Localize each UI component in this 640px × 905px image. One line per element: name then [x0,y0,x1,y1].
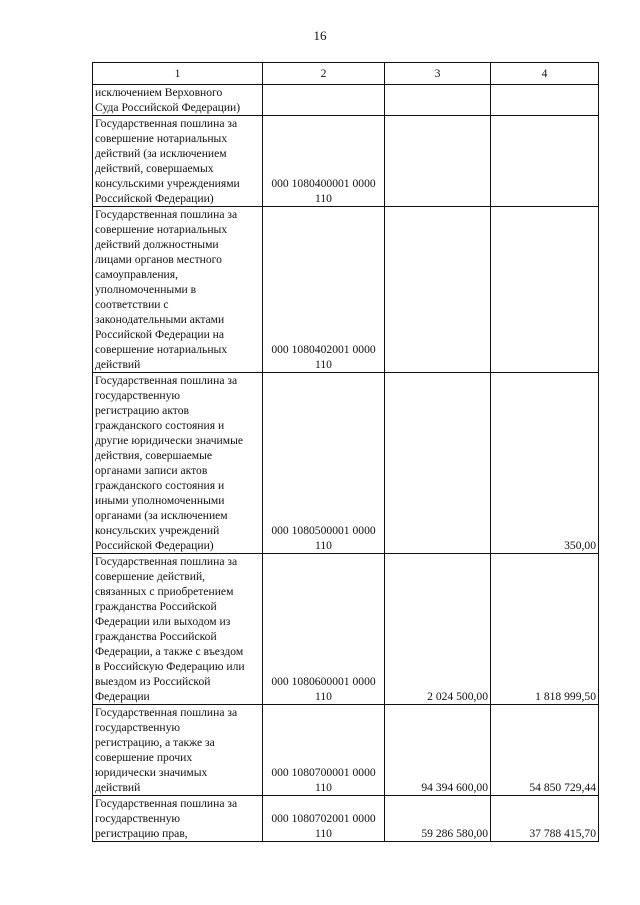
table-row [93,116,599,207]
row-code: 000 1080700001 0000 110 [263,705,385,796]
table-row [93,554,599,705]
row-value-4 [491,207,599,373]
row-value-4: 1 818 999,50 [491,554,599,705]
row-value-4: 54 850 729,44 [491,705,599,796]
row-name: Государственная пошлина за совершение действий, связанных с приобретением гражданства Российской Федерации или выходом из гражданства Российской Федерации, а также с въездом в Российскую Федерацию или выездом из Российской Федерации [93,554,263,705]
table-row [93,207,599,373]
row-value-4: 37 788 415,70 [491,796,599,842]
row-name: Государственная пошлина за государственную регистрацию, а также за совершение прочих юридически значимых действий [93,705,263,796]
table-row [93,705,599,796]
row-value-4: 350,00 [491,373,599,554]
column-header-2: 2 [263,63,385,85]
row-value-3: 59 286 580,00 [385,796,491,842]
row-code: 000 1080402001 0000 110 [263,207,385,373]
table-row [93,373,599,554]
row-value-4 [491,116,599,207]
table-row [93,796,599,842]
column-header-4: 4 [491,63,599,85]
row-value-3 [385,85,491,116]
row-name: исключением Верховного Суда Российской Федерации) [93,85,263,116]
row-name: Государственная пошлина за совершение нотариальных действий (за исключением действий, совершаемых консульскими учреждениями Российской Федерации) [93,116,263,207]
row-code [263,85,385,116]
row-name: Государственная пошлина за совершение нотариальных действий должностными лицами органов местного самоуправления, уполномоченными в соответствии с законодательными актами Российской Федерации на совершение нотариальных действий [93,207,263,373]
row-value-3: 94 394 600,00 [385,705,491,796]
column-header-1: 1 [93,63,263,85]
page-number: 16 [313,28,327,43]
row-name: Государственная пошлина за государственную регистрацию актов гражданского состояния и другие юридически значимые действия, совершаемые органами записи актов гражданского состояния и иными уполномоченными органами (за исключением консульских учреждений Российской Федерации) [93,373,263,554]
row-code: 000 1080600001 0000 110 [263,554,385,705]
table-row [93,85,599,116]
row-code: 000 1080400001 0000 110 [263,116,385,207]
table-header-row [93,63,599,85]
row-code: 000 1080702001 0000 110 [263,796,385,842]
row-value-3 [385,207,491,373]
row-value-4 [491,85,599,116]
row-value-3 [385,373,491,554]
row-value-3: 2 024 500,00 [385,554,491,705]
row-name: Государственная пошлина за государственную регистрацию прав, [93,796,263,842]
column-header-3: 3 [385,63,491,85]
row-code: 000 1080500001 0000 110 [263,373,385,554]
row-value-3 [385,116,491,207]
budget-table [92,62,599,842]
